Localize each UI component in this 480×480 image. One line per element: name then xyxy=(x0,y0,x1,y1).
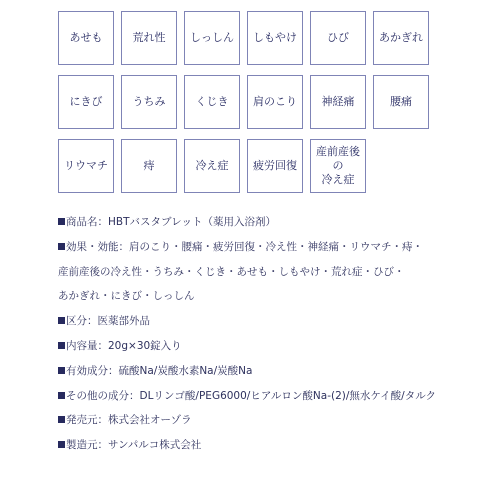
effect-cell: 冷え症 xyxy=(184,139,240,193)
effect-cell: 産前産後の 冷え症 xyxy=(310,139,366,193)
effect-cell: にきび xyxy=(58,75,114,129)
square-bullet-icon xyxy=(58,416,65,423)
square-bullet-icon xyxy=(58,342,65,349)
info-line xyxy=(58,365,468,390)
active-ingredients: 有効成分：硫酸Na/炭酸水素Na/炭酸Na xyxy=(66,364,253,377)
effect-cell: くじき xyxy=(184,75,240,129)
effects-text: 産前産後の冷え性・うちみ・くじき・あせも・しもやけ・荒れ症・ひび・ xyxy=(58,265,405,278)
category-text: 区分：医薬部外品 xyxy=(66,315,150,328)
effect-cell: うちみ xyxy=(121,75,177,129)
effect-cell: 痔 xyxy=(121,139,177,193)
effect-cell: ひび xyxy=(310,11,366,65)
info-line xyxy=(58,340,468,365)
effect-cell: しっしん xyxy=(184,11,240,65)
info-line xyxy=(58,216,468,241)
content-amount: 内容量：20g×30錠入り xyxy=(66,339,182,352)
square-bullet-icon xyxy=(58,441,65,448)
info-line xyxy=(58,439,468,464)
square-bullet-icon xyxy=(58,218,65,225)
effect-cell: しもやけ xyxy=(247,11,303,65)
effect-cell: あかぎれ xyxy=(373,11,429,65)
effect-cell: リウマチ xyxy=(58,139,114,193)
info-line xyxy=(58,266,468,291)
effect-cell: 荒れ性 xyxy=(121,11,177,65)
effect-cell: 腰痛 xyxy=(373,75,429,129)
effect-cell: 肩のこり xyxy=(247,75,303,129)
effect-cell: あせも xyxy=(58,11,114,65)
info-line xyxy=(58,315,468,340)
info-line xyxy=(58,414,468,439)
info-line xyxy=(58,290,468,315)
info-line xyxy=(58,241,468,266)
effect-cell: 神経痛 xyxy=(310,75,366,129)
effects-grid xyxy=(58,11,430,194)
product-name: 商品名：HBTバスタブレット（薬用入浴剤） xyxy=(66,216,276,228)
effect-cell: 疲労回復 xyxy=(247,139,303,193)
effects-text: あかぎれ・にきび・しっしん xyxy=(58,290,195,303)
square-bullet-icon xyxy=(58,317,65,324)
seller: 発売元：株式会社オーゾラ xyxy=(66,414,192,427)
square-bullet-icon xyxy=(58,392,65,399)
manufacturer: 製造元：サンパルコ株式会社 xyxy=(66,439,202,452)
info-line xyxy=(58,390,468,415)
other-ingredients: その他の成分：DLリンゴ酸/PEG6000/ヒアルロン酸Na-(2)/無水ケイ酸/タルク xyxy=(66,389,436,402)
square-bullet-icon xyxy=(58,243,65,250)
effects-text: 効果・効能：肩のこり・腰痛・疲労回復・冷え性・神経痛・リウマチ・痔・ xyxy=(66,240,423,253)
square-bullet-icon xyxy=(58,367,65,374)
product-info xyxy=(58,216,468,464)
